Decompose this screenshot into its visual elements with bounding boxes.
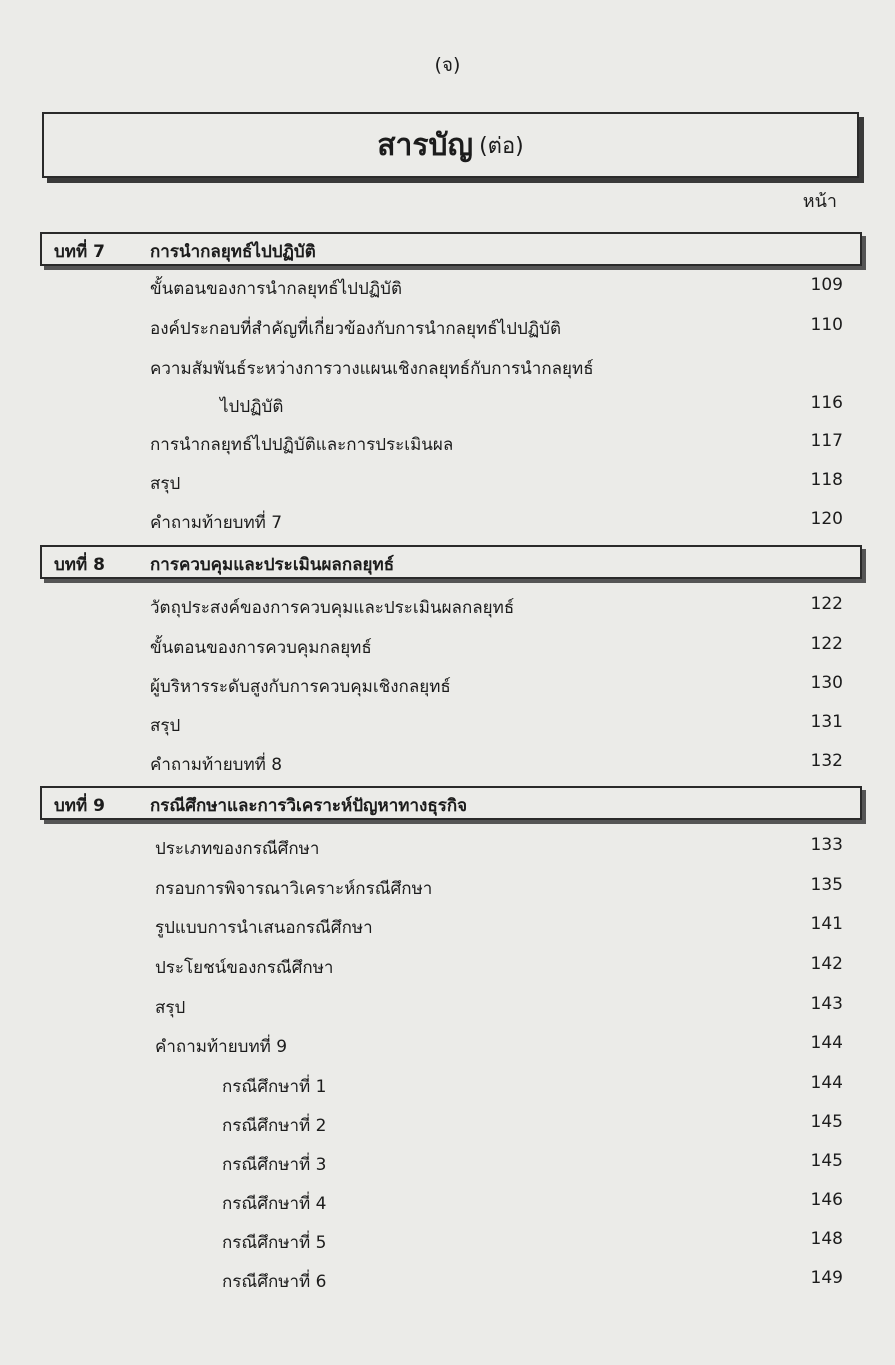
toc-entry	[0, 1151, 895, 1177]
page-letter: (จ)	[434, 54, 461, 76]
toc-entry	[0, 431, 895, 457]
toc-title-box	[42, 112, 859, 178]
toc-entry	[0, 1190, 895, 1216]
entry-page: 145	[810, 1112, 843, 1132]
toc-entry	[0, 1112, 895, 1138]
entry-page: 142	[810, 954, 843, 974]
entry-title: สรุป	[150, 474, 181, 494]
toc-entry	[0, 1268, 895, 1294]
entry-page: 135	[810, 875, 843, 895]
entry-page: 144	[810, 1033, 843, 1053]
entry-title: กรอบการพิจารณาวิเคราะห์กรณีศึกษา	[155, 879, 433, 899]
entry-page: 109	[810, 275, 843, 295]
entry-title: ความสัมพันธ์ระหว่างการวางแผนเชิงกลยุทธ์กับการนำกลยุทธ์	[150, 359, 594, 379]
entry-page: 149	[810, 1268, 843, 1288]
toc-entry	[0, 315, 895, 341]
toc-entry	[0, 1073, 895, 1099]
toc-entry	[0, 751, 895, 777]
entry-page: 130	[810, 673, 843, 693]
toc-entry	[0, 634, 895, 660]
entry-page: 148	[810, 1229, 843, 1249]
entry-title: สรุป	[155, 998, 186, 1018]
entry-page: 132	[810, 751, 843, 771]
toc-entry	[0, 712, 895, 738]
toc-entry	[0, 875, 895, 901]
entry-title: คำถามท้ายบทที่ 8	[150, 755, 283, 775]
entry-title: วัตถุประสงค์ของการควบคุมและประเมินผลกลยุทธ์	[150, 598, 515, 618]
toc-entry	[0, 393, 895, 419]
entry-title: การนำกลยุทธ์ไปปฏิบัติและการประเมินผล	[150, 435, 454, 455]
entry-page: 133	[810, 835, 843, 855]
toc-entry	[0, 1229, 895, 1255]
toc-entry	[0, 275, 895, 301]
toc-entry	[0, 355, 895, 381]
entry-page: 122	[810, 634, 843, 654]
entry-title: ผู้บริหารระดับสูงกับการควบคุมเชิงกลยุทธ์	[150, 677, 451, 697]
entry-page: 110	[810, 315, 843, 335]
entry-title: สรุป	[150, 716, 181, 736]
entry-title: กรณีศึกษาที่ 2	[222, 1116, 327, 1136]
entry-page: 141	[810, 914, 843, 934]
chapter-title: กรณีศึกษาและการวิเคราะห์ปัญหาทางธุรกิจ	[150, 796, 468, 816]
entry-page: 120	[810, 509, 843, 529]
entry-page: 122	[810, 594, 843, 614]
entry-title: กรณีศึกษาที่ 5	[222, 1233, 327, 1253]
chapter-label: บทที่ 8	[54, 555, 105, 575]
chapter-label: บทที่ 9	[54, 796, 105, 816]
entry-title: กรณีศึกษาที่ 4	[222, 1194, 327, 1214]
toc-entry	[0, 994, 895, 1020]
entry-title: กรณีศึกษาที่ 1	[222, 1077, 327, 1097]
entry-title: รูปแบบการนำเสนอกรณีศึกษา	[155, 918, 373, 938]
entry-title: ขั้นตอนของการนำกลยุทธ์ไปปฏิบัติ	[150, 279, 403, 299]
chapter-title: การนำกลยุทธ์ไปปฏิบัติ	[150, 242, 316, 262]
toc-entry	[0, 1033, 895, 1059]
entry-page: 116	[810, 393, 843, 413]
chapter-heading	[40, 232, 862, 266]
chapter-label: บทที่ 7	[54, 242, 105, 262]
entry-title: คำถามท้ายบทที่ 7	[150, 513, 283, 533]
toc-entry	[0, 470, 895, 496]
entry-page: 145	[810, 1151, 843, 1171]
entry-title: ไปปฏิบัติ	[220, 397, 284, 417]
entry-title: ประเภทของกรณีศึกษา	[155, 839, 320, 859]
chapter-title: การควบคุมและประเมินผลกลยุทธ์	[150, 555, 395, 575]
entry-page: 117	[810, 431, 843, 451]
toc-subtitle: (ต่อ)	[479, 133, 524, 159]
toc-entry	[0, 835, 895, 861]
toc-entry	[0, 914, 895, 940]
chapter-heading	[40, 786, 862, 820]
entry-page: 144	[810, 1073, 843, 1093]
chapter-heading	[40, 545, 862, 579]
entry-page: 131	[810, 712, 843, 732]
entry-title: คำถามท้ายบทที่ 9	[155, 1037, 288, 1057]
entry-title: องค์ประกอบที่สำคัญที่เกี่ยวข้องกับการนำกลยุทธ์ไปปฏิบัติ	[150, 319, 562, 339]
toc-entry	[0, 954, 895, 980]
entry-title: กรณีศึกษาที่ 6	[222, 1272, 327, 1292]
entry-page: 118	[810, 470, 843, 490]
toc-entry	[0, 673, 895, 699]
entry-page: 143	[810, 994, 843, 1014]
toc-title: สารบัญ	[377, 127, 474, 163]
entry-title: ประโยชน์ของกรณีศึกษา	[155, 958, 334, 978]
entry-page: 146	[810, 1190, 843, 1210]
toc-entry	[0, 509, 895, 535]
entry-title: ขั้นตอนของการควบคุมกลยุทธ์	[150, 638, 372, 658]
entry-title: กรณีศึกษาที่ 3	[222, 1155, 327, 1175]
toc-entry	[0, 594, 895, 620]
page-column-label: หน้า	[802, 191, 837, 212]
